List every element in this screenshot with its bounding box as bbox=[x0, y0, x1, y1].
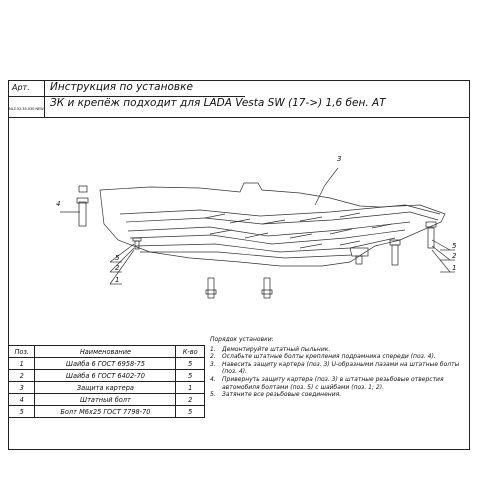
rib-2 bbox=[126, 212, 438, 224]
step-number: 3. bbox=[210, 360, 216, 368]
table-row bbox=[9, 358, 205, 370]
step-number: 1. bbox=[210, 345, 216, 353]
row-qty: 5 bbox=[176, 370, 205, 382]
callout-1-right: 1 bbox=[452, 264, 457, 272]
row-qty: 5 bbox=[176, 358, 205, 370]
rib-3 bbox=[128, 222, 410, 236]
step-text: Привернуть защиту картера (поз. 3) в штатные резьбовые отверстия автомобиля болтами (поз. 5) с шайбами (поз. 1; 2). bbox=[222, 375, 444, 391]
callout-2-right: 2 bbox=[452, 252, 457, 260]
step-text: Ослабьте штатные болты крепления подрамника спереди (поз. 4). bbox=[222, 353, 436, 361]
callout-4: 4 bbox=[56, 200, 61, 208]
table-row bbox=[9, 370, 205, 382]
step-number: 4. bbox=[210, 375, 216, 383]
callout-5-left: 5 bbox=[115, 254, 120, 262]
list-item bbox=[210, 391, 465, 399]
article-label: Арт. bbox=[12, 83, 30, 92]
row-qty: 5 bbox=[176, 406, 205, 418]
step-text: Затяните все резьбовые соединения. bbox=[222, 391, 342, 399]
plate-outline bbox=[100, 183, 445, 266]
step-number: 2. bbox=[210, 353, 216, 361]
list-item bbox=[210, 361, 465, 376]
rib-5 bbox=[135, 238, 395, 252]
row-qty: 1 bbox=[176, 382, 205, 394]
bolt-left-lower bbox=[206, 278, 216, 298]
row-name: Болт М6х25 ГОСТ 7798-70 bbox=[35, 406, 176, 418]
parts-table bbox=[8, 345, 205, 418]
callout-2-left: 2 bbox=[115, 264, 120, 272]
row-name: Защита картера bbox=[35, 382, 176, 394]
row-pos: 2 bbox=[9, 370, 35, 382]
step-text: Демонтируйте штатный пыльник. bbox=[222, 345, 331, 353]
list-item bbox=[210, 346, 465, 354]
bolt-center-lower bbox=[262, 278, 272, 298]
bolt-pos4 bbox=[77, 186, 88, 226]
page-title: Инструкция по установке bbox=[50, 81, 193, 93]
parts-table-header bbox=[9, 346, 205, 358]
article-code: NLZ.52.35.030 NEW bbox=[9, 107, 44, 111]
table-row bbox=[9, 406, 205, 418]
callout-1-left: 1 bbox=[115, 276, 120, 284]
leader-2-left bbox=[110, 248, 134, 272]
table-row bbox=[9, 382, 205, 394]
row-pos: 4 bbox=[9, 394, 35, 406]
row-name: Шайба 6 ГОСТ 6402-70 bbox=[35, 370, 176, 382]
list-item bbox=[210, 353, 465, 361]
bolt-right bbox=[390, 240, 400, 265]
leader-1-left bbox=[110, 250, 134, 284]
header-qty: К-во bbox=[176, 346, 205, 358]
page-subtitle: ЗК и крепёж подходит для LADA Vesta SW (17->) 1,6 бен. АТ bbox=[50, 97, 386, 109]
row-name: Шайба 6 ГОСТ 6958-75 bbox=[35, 358, 176, 370]
bolt-far-right bbox=[426, 222, 436, 248]
steps-heading: Порядок установки: bbox=[210, 336, 274, 343]
installation-steps bbox=[210, 336, 465, 399]
step-text: Навесить защиту картера (поз. 3) U-образными пазами на штатные болты (поз. 4). bbox=[222, 360, 460, 376]
row-pos: 5 bbox=[9, 406, 35, 418]
leader-5-left bbox=[110, 244, 134, 262]
table-row bbox=[9, 394, 205, 406]
list-item bbox=[210, 376, 465, 391]
rib-4 bbox=[130, 230, 405, 244]
row-pos: 1 bbox=[9, 358, 35, 370]
row-pos: 3 bbox=[9, 382, 35, 394]
callout-3: 3 bbox=[337, 155, 342, 163]
callout-5-right: 5 bbox=[452, 242, 457, 250]
step-number: 5. bbox=[210, 391, 216, 399]
row-qty: 2 bbox=[176, 394, 205, 406]
header-pos: Поз. bbox=[9, 346, 35, 358]
header-name: Наименование bbox=[35, 346, 176, 358]
row-name: Штатный болт bbox=[35, 394, 176, 406]
